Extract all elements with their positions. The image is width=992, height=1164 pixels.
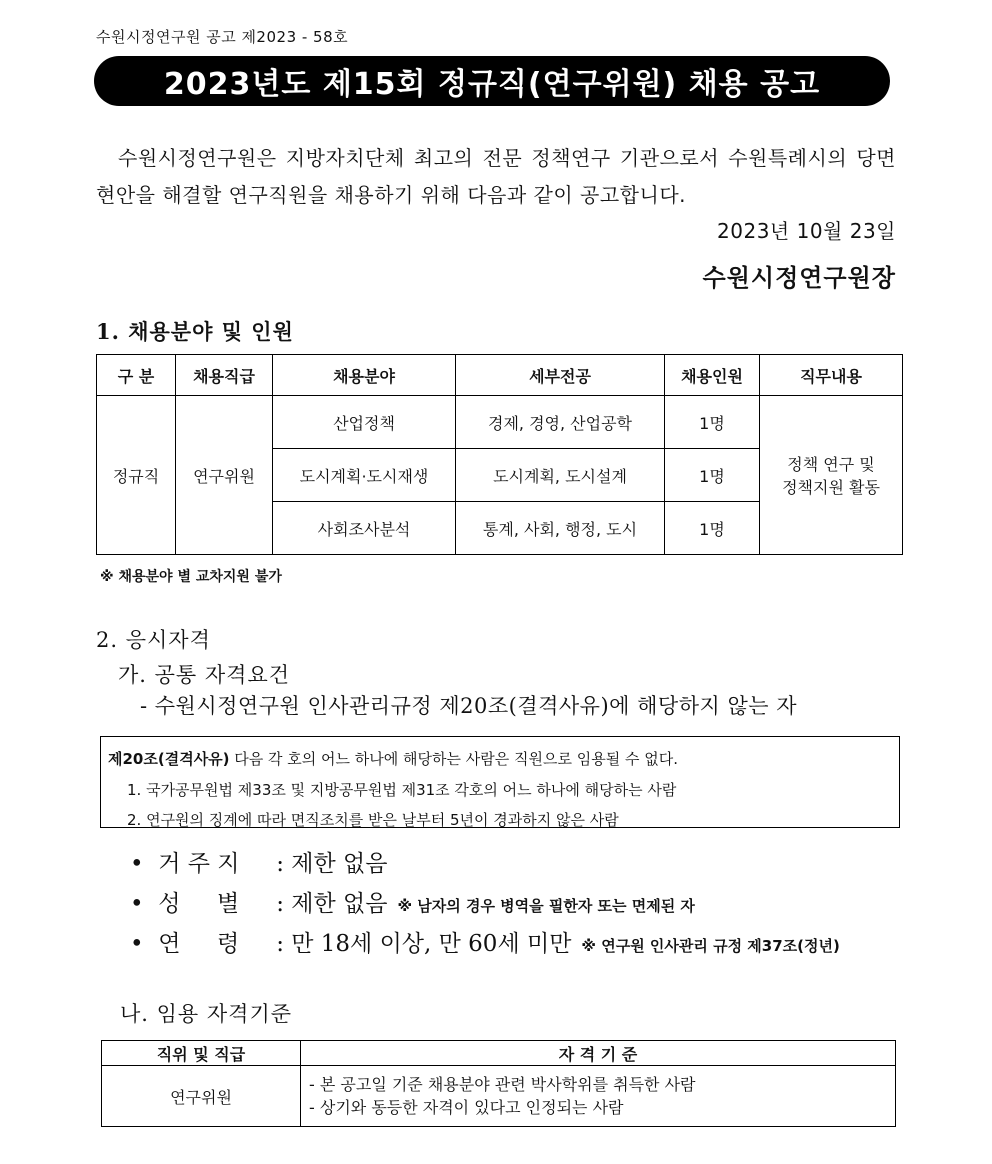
section-2-heading: 2. 응시자격 — [96, 628, 211, 652]
intro-paragraph: 수원시정연구원은 지방자치단체 최고의 전문 정책연구 기관으로서 수원특례시의 당면현안을 해결할 연구직원을 채용하기 위해 다음과 같이 공고합니다. — [96, 146, 896, 207]
criteria-line-1: - 본 공고일 기준 채용분야 관련 박사학위를 취득한 사람 — [309, 1075, 696, 1094]
duty-line-1: 정책 연구 및 — [787, 455, 875, 474]
table-header-row — [102, 1041, 896, 1066]
category-cell: 정규직 — [97, 396, 176, 555]
criteria-cell — [301, 1066, 896, 1127]
page-title: 2023년도 제15회 정규직(연구위원) 채용 공고 — [94, 56, 890, 106]
criteria-line-2: - 상기와 동등한 자격이 있다고 인정되는 사람 — [309, 1098, 624, 1117]
rule-text: 다음 각 호의 어느 하나에 해당하는 사람은 직원으로 임용될 수 없다. — [229, 750, 678, 768]
position-cell: 연구위원 — [102, 1066, 301, 1127]
qualification-table — [101, 1040, 896, 1127]
bullet-note: ※ 연구원 인사관리 규정 제37조(정년) — [581, 937, 840, 955]
header-major: 세부전공 — [456, 355, 665, 396]
header-category: 구 분 — [97, 355, 176, 396]
bullet-label: 연 령 — [158, 931, 240, 957]
section-1-heading: 1. 채용분야 및 인원 — [96, 319, 294, 344]
bullet-dot-icon: • — [130, 851, 159, 877]
residence-bullet — [130, 845, 387, 878]
header-count: 채용인원 — [665, 355, 760, 396]
common-requirements-heading: 가. 공통 자격요건 — [118, 663, 291, 687]
header-grade: 채용직급 — [176, 355, 273, 396]
table-header-row — [97, 355, 903, 396]
qualification-heading: 나. 임용 자격기준 — [120, 1002, 293, 1026]
issuer-name: 수원시정연구원장 — [702, 264, 896, 292]
major-cell: 도시계획, 도시설계 — [456, 449, 665, 502]
grade-cell: 연구위원 — [176, 396, 273, 555]
header-criteria: 자 격 기 준 — [301, 1041, 896, 1066]
notice-date: 2023년 10월 23일 — [717, 219, 896, 243]
bullet-value: : 제한 없음 — [276, 891, 388, 917]
header-duty: 직무내용 — [760, 355, 903, 396]
disqualification-rule-box — [100, 736, 900, 828]
field-cell: 사회조사분석 — [273, 502, 456, 555]
recruitment-table — [96, 354, 903, 555]
bullet-label: 거 주 지 — [158, 851, 240, 877]
rule-item-1: 1. 국가공무원법 제33조 및 지방공무원법 제31조 각호의 어느 하나에 해당하는 사람 — [127, 781, 677, 799]
bullet-dot-icon: • — [130, 891, 159, 917]
bullet-value: : 만 18세 이상, 만 60세 미만 — [276, 931, 572, 957]
table-row — [102, 1066, 896, 1127]
major-cell: 경제, 경영, 산업공학 — [456, 396, 665, 449]
cross-apply-note: ※ 채용분야 별 교차지원 불가 — [100, 569, 282, 585]
count-cell: 1명 — [665, 396, 760, 449]
table-row — [97, 396, 903, 449]
bullet-value: : 제한 없음 — [276, 851, 388, 877]
common-requirement-item: - 수원시정연구원 인사관리규정 제20조(결격사유)에 해당하지 않는 자 — [140, 694, 797, 718]
gender-bullet — [130, 885, 695, 918]
count-cell: 1명 — [665, 502, 760, 555]
count-cell: 1명 — [665, 449, 760, 502]
header-field: 채용분야 — [273, 355, 456, 396]
bullet-dot-icon: • — [130, 931, 159, 957]
duty-line-2: 정책지원 활동 — [782, 478, 880, 497]
bullet-note: ※ 남자의 경우 병역을 필한자 또는 면제된 자 — [397, 897, 695, 915]
major-cell: 통계, 사회, 행정, 도시 — [456, 502, 665, 555]
duty-cell — [760, 396, 903, 555]
header-position: 직위 및 직급 — [102, 1041, 301, 1066]
field-cell: 도시계획·도시재생 — [273, 449, 456, 502]
rule-title: 제20조(결격사유) — [108, 750, 230, 768]
rule-item-2: 2. 연구원의 징계에 따라 면직조치를 받은 날부터 5년이 경과하지 않은 사람 — [127, 811, 619, 829]
rule-heading — [108, 748, 678, 769]
notice-number: 수원시정연구원 공고 제2023 - 58호 — [96, 28, 349, 46]
bullet-label: 성 별 — [158, 891, 240, 917]
field-cell: 산업정책 — [273, 396, 456, 449]
age-bullet — [130, 925, 840, 958]
